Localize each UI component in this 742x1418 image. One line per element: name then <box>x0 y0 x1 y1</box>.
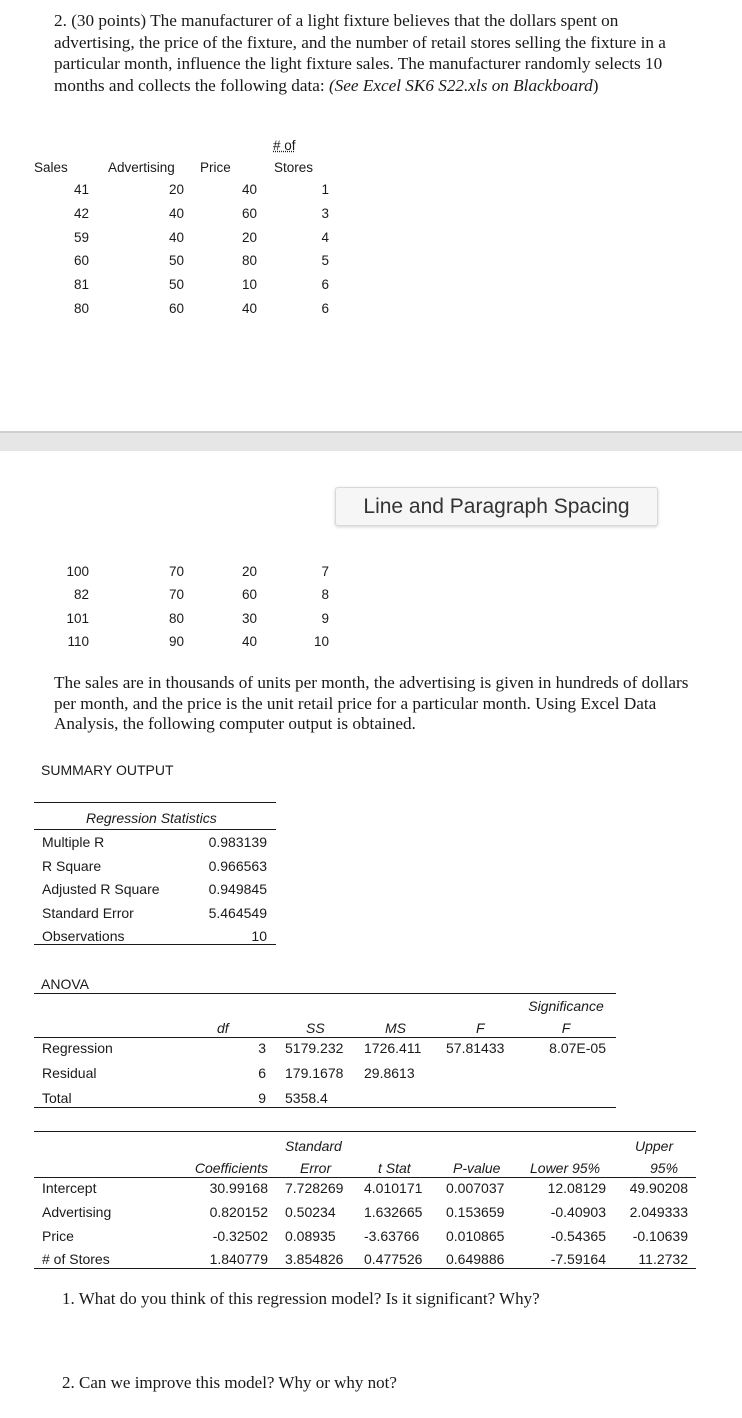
reg-stat-value: 0.983139 <box>208 834 267 850</box>
data-cell-stores: 10 <box>313 634 329 650</box>
anova-row-label: Regression <box>42 1040 113 1056</box>
anova-mid-rule <box>34 1037 616 1038</box>
line-paragraph-spacing-tooltip: Line and Paragraph Spacing <box>335 487 658 526</box>
anova-ss: 5358.4 <box>285 1090 328 1106</box>
coef-p-value: 0.010865 <box>446 1227 505 1244</box>
header-stores-bottom: Stores <box>274 160 314 175</box>
header-price: Price <box>200 160 231 175</box>
anova-ms: 1726.411 <box>364 1040 422 1056</box>
coef-value: 30.99168 <box>209 1180 268 1196</box>
coef-p-value: 0.153659 <box>446 1203 505 1220</box>
coef-lower-95: -7.59164 <box>550 1251 606 1268</box>
coef-header-se-top: Standard <box>285 1138 342 1154</box>
anova-top-rule <box>34 993 616 994</box>
reg-stat-label: Standard Error <box>42 904 134 921</box>
question-2: 2. Can we improve this model? Why or why not? <box>62 1373 397 1392</box>
coef-upper-95: 49.90208 <box>629 1180 688 1196</box>
data-cell-price: 80 <box>241 253 257 269</box>
anova-ms: 29.8613 <box>364 1065 415 1081</box>
anova-header-sig-top: Significance <box>528 998 604 1014</box>
data-cell-sales: 101 <box>66 610 89 626</box>
coef-header-coefficients: Coefficients <box>194 1160 268 1176</box>
coef-upper-95: -0.10639 <box>632 1227 688 1244</box>
data-cell-stores: 6 <box>321 301 329 316</box>
anova-bottom-rule <box>34 1107 616 1108</box>
data-cell-advertising: 70 <box>168 564 184 579</box>
coef-t-stat: 0.477526 <box>364 1251 423 1268</box>
reg-stat-label: Observations <box>42 928 125 944</box>
data-cell-sales: 100 <box>66 564 89 579</box>
anova-df: 3 <box>258 1040 266 1056</box>
coef-lower-95: -0.40903 <box>550 1203 606 1220</box>
coef-header-tstat: t Stat <box>378 1160 411 1176</box>
anova-f: 57.81433 <box>446 1040 505 1056</box>
data-cell-advertising: 40 <box>168 205 184 221</box>
data-cell-price: 40 <box>241 634 257 650</box>
coef-lower-95: -0.54365 <box>550 1227 606 1244</box>
reg-stats-bottom-rule <box>34 944 276 945</box>
coef-standard-error: 0.50234 <box>285 1203 336 1220</box>
reg-stats-top-rule <box>34 802 276 803</box>
anova-title: ANOVA <box>41 976 89 992</box>
reg-stat-value: 10 <box>251 928 267 944</box>
data-cell-advertising: 20 <box>168 182 184 197</box>
coef-row-label: Advertising <box>42 1203 112 1220</box>
summary-title: SUMMARY OUTPUT <box>41 762 174 778</box>
reg-stats-title: Regression Statistics <box>86 810 217 826</box>
anova-row-label: Residual <box>42 1065 97 1081</box>
coef-row-label: Intercept <box>42 1180 97 1196</box>
coef-t-stat: 4.010171 <box>364 1180 423 1196</box>
coef-value: 1.840779 <box>209 1251 268 1268</box>
data-cell-stores: 7 <box>321 564 329 579</box>
reg-stat-label: R Square <box>42 857 102 874</box>
data-cell-sales: 42 <box>73 205 89 221</box>
problem-reference: (See Excel SK6 S22.xls on Blackboard <box>328 75 593 95</box>
reg-stat-value: 0.949845 <box>208 881 267 897</box>
coef-header-se-bottom: Error <box>300 1160 332 1176</box>
coef-p-value: 0.649886 <box>446 1251 505 1268</box>
coef-upper-95: 11.2732 <box>638 1251 688 1268</box>
anova-header-ms: MS <box>385 1020 406 1036</box>
coef-header-upper-top: Upper <box>635 1138 674 1154</box>
data-cell-stores: 8 <box>321 587 329 603</box>
anova-header-f: F <box>476 1020 485 1036</box>
data-cell-sales: 60 <box>73 253 89 269</box>
coef-p-value: 0.007037 <box>446 1180 505 1196</box>
reg-stat-value: 0.966563 <box>208 857 267 874</box>
reg-stat-label: Adjusted R Square <box>42 881 160 897</box>
coef-lower-95: 12.08129 <box>547 1180 606 1196</box>
coef-upper-95: 2.049333 <box>629 1203 688 1220</box>
problem-statement <box>54 10 694 96</box>
header-advertising: Advertising <box>108 160 175 175</box>
problem-close: ) <box>592 75 599 95</box>
data-cell-price: 10 <box>241 277 257 293</box>
anova-header-df: df <box>217 1020 229 1036</box>
data-cell-advertising: 60 <box>168 301 184 316</box>
data-cell-price: 60 <box>241 587 257 603</box>
data-cell-price: 20 <box>241 564 257 579</box>
coef-top-rule <box>34 1131 696 1132</box>
coef-t-stat: 1.632665 <box>364 1203 423 1220</box>
coef-standard-error: 7.728269 <box>285 1180 344 1196</box>
data-cell-advertising: 90 <box>168 634 184 650</box>
coef-t-stat: -3.63766 <box>364 1227 420 1244</box>
question-1: 1. What do you think of this regression model? Is it significant? Why? <box>62 1289 540 1308</box>
data-cell-price: 30 <box>241 610 257 626</box>
data-cell-advertising: 40 <box>168 229 184 245</box>
reg-stats-mid-rule <box>34 829 276 830</box>
reg-stat-label: Multiple R <box>42 834 105 850</box>
anova-df: 6 <box>258 1065 266 1081</box>
data-cell-sales: 59 <box>73 229 89 245</box>
data-cell-price: 40 <box>241 301 257 316</box>
reg-stat-value: 5.464549 <box>208 904 267 921</box>
data-cell-stores: 4 <box>321 229 329 245</box>
coef-header-lower: Lower 95% <box>530 1160 601 1176</box>
coef-mid-rule <box>34 1177 696 1178</box>
anova-row-label: Total <box>42 1090 72 1106</box>
anova-header-ss: SS <box>306 1020 325 1036</box>
data-cell-sales: 81 <box>73 277 89 293</box>
data-cell-price: 40 <box>241 182 257 197</box>
coef-bottom-rule <box>34 1268 696 1269</box>
coef-standard-error: 3.854826 <box>285 1251 344 1268</box>
data-cell-advertising: 50 <box>168 253 184 269</box>
header-stores-top: # of <box>273 138 296 153</box>
data-cell-advertising: 70 <box>168 587 184 603</box>
coef-row-label: Price <box>42 1227 74 1244</box>
data-cell-price: 60 <box>241 205 257 221</box>
data-cell-stores: 6 <box>321 277 329 293</box>
coef-value: 0.820152 <box>209 1203 268 1220</box>
anova-ss: 5179.232 <box>285 1040 344 1056</box>
data-cell-sales: 41 <box>73 182 89 197</box>
anova-header-sig-bottom: F <box>561 1020 571 1036</box>
coef-header-pvalue: P-value <box>453 1160 501 1176</box>
coef-standard-error: 0.08935 <box>285 1227 336 1244</box>
data-cell-sales: 80 <box>73 301 89 316</box>
data-cell-stores: 3 <box>321 205 329 221</box>
data-cell-price: 20 <box>241 229 257 245</box>
data-cell-sales: 82 <box>73 587 89 603</box>
description-paragraph: The sales are in thousands of units per month, the advertising is given in hundreds of dollars per month, and the price is the unit retail price for a particular month. Using Excel Data Analysis, the following computer output is obtained. <box>54 673 689 733</box>
data-cell-advertising: 50 <box>168 277 184 293</box>
header-sales: Sales <box>34 160 68 175</box>
page-divider <box>0 431 742 451</box>
anova-ss: 179.1678 <box>285 1065 344 1081</box>
anova-significance: 8.07E-05 <box>549 1040 606 1056</box>
coef-header-upper-bottom: 95% <box>650 1160 679 1176</box>
data-cell-sales: 110 <box>67 634 89 650</box>
coef-value: -0.32502 <box>212 1227 268 1244</box>
data-cell-stores: 9 <box>321 610 329 626</box>
problem-text: 2. (30 points) The manufacturer of a light fixture believes that the dollars spent on advertising, the price of the fixture, and the number of retail stores selling the fixture in a particular month, influence the light fixture sales. The manufacturer randomly selects 10 months and collects the following data: <box>54 11 666 95</box>
coef-row-label: # of Stores <box>42 1251 110 1268</box>
data-cell-stores: 5 <box>321 253 329 269</box>
data-cell-stores: 1 <box>321 182 329 197</box>
anova-df: 9 <box>258 1090 266 1106</box>
data-cell-advertising: 80 <box>168 610 184 626</box>
